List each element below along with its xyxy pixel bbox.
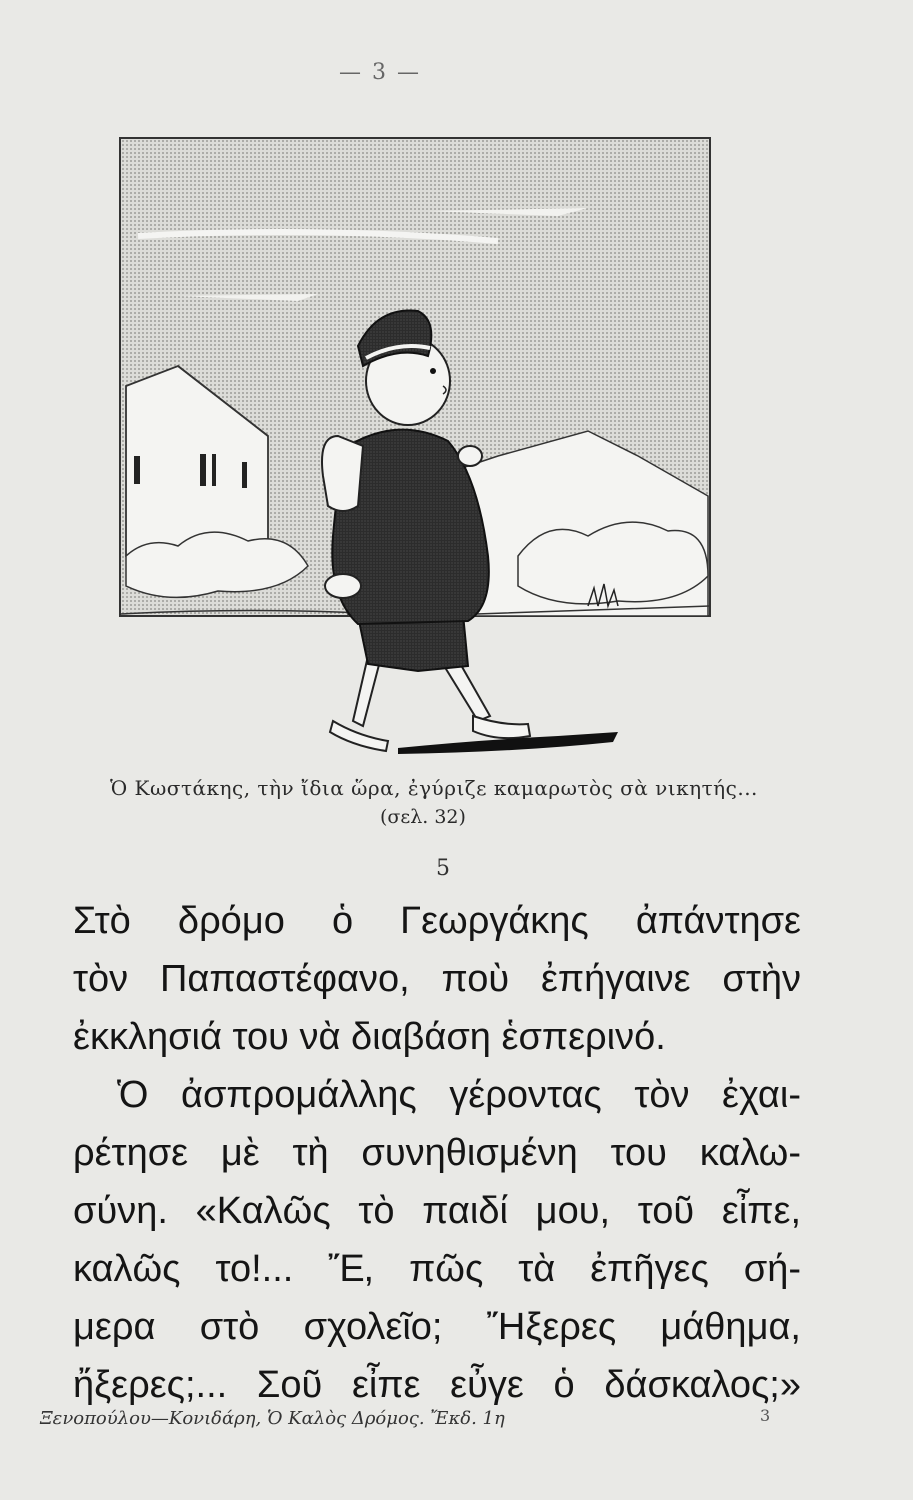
body-line: τὸν Παπαστέφανο, ποὺ ἐπήγαινε στὴν (73, 958, 801, 1000)
body-line: ἐκκλησιά του νὰ διαβάση ἑσπερινό. (73, 1016, 666, 1058)
body-line: καλῶς το!... Ἔ, πῶς τὰ ἐπῆγες σή- (73, 1248, 801, 1290)
body-line: ἤξερες;... Σοῦ εἶπε εὖγε ὁ δάσκαλος;» (73, 1364, 801, 1406)
body-line: μερα στὸ σχολεῖο; Ἤξερες μάθημα, (73, 1306, 801, 1348)
body-line: σύνη. «Καλῶς τὸ παιδί μου, τοῦ εἶπε, (73, 1190, 801, 1232)
body-line: Στὸ δρόμο ὁ Γεωργάκης ἀπάντησε (73, 900, 801, 942)
school-bag (322, 436, 363, 511)
caption-page-reference: (σελ. 32) (380, 806, 466, 828)
body-line: Ὁ ἀσπρομάλλης γέροντας τὸν ἐχαι- (117, 1074, 801, 1116)
body-line: ρέτησε μὲ τὴ συνηθισμένη του καλω- (73, 1132, 801, 1174)
body-text (73, 892, 801, 1414)
signature-mark: 3 (760, 1406, 771, 1425)
illustration-caption: Ὁ Κωστάκης, τὴν ἴδια ὥρα, ἐγύριζε καμαρωτὸς σὰ νικητής... (110, 776, 758, 800)
illustration (118, 136, 723, 761)
footer-imprint: Ξενοπούλου—Κονιδάρη, Ὁ Καλὸς Δρόμος. Ἔκδ. 1η (40, 1408, 505, 1429)
page-number-top: — 3 — (339, 60, 421, 85)
section-number: 5 (436, 856, 450, 881)
